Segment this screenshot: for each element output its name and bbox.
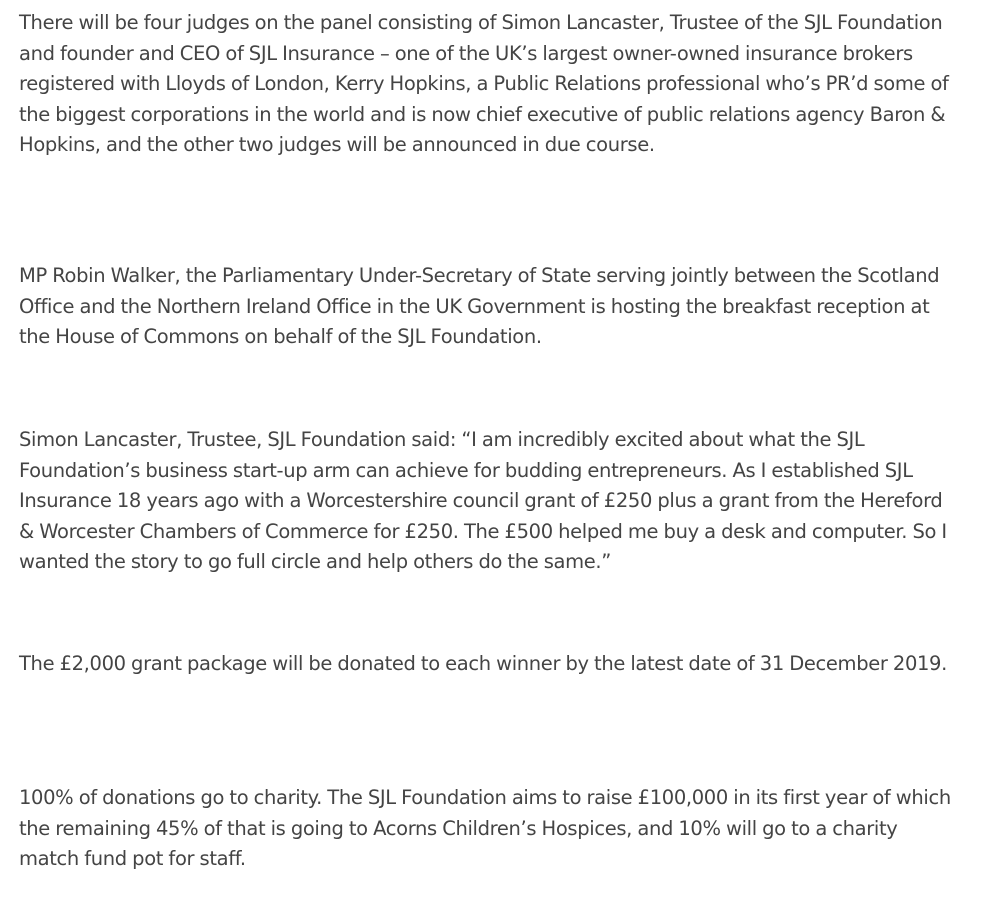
paragraph-donations: 100% of donations go to charity. The SJL Foundation aims to raise £100,000 in its first year of which the remaining 45% of that is going to Acorns Children’s Hospices, and 10% will go to a charity match fund pot for staff. xyxy=(19,786,951,870)
paragraph-judges-panel: There will be four judges on the panel consisting of Simon Lancaster, Trustee of the SJL Foundation and founder and CEO of SJL Insurance – one of the UK’s largest owner-owned insurance brokers registered with Lloyds of London, Kerry Hopkins, a Public Relations professional who’s PR’d some of the biggest corporations in the world and is now chief executive of public relations agency Baron & Hopkins, and the other two judges will be announced in due course. xyxy=(19,11,949,156)
paragraph-simon-lancaster-quote: Simon Lancaster, Trustee, SJL Foundation said: “I am incredibly excited about what the SJL Foundation’s business start-up arm can achieve for budding entrepreneurs. As I established SJL Insurance 18 years ago with a Worcestershire council grant of £250 plus a grant from the Hereford & Worcester Chambers of Commerce for £250. The £500 helped me buy a desk and computer. So I wanted the story to go full circle and help others do the same.” xyxy=(19,428,947,573)
paragraph-mp-robin-walker: MP Robin Walker, the Parliamentary Under-Secretary of State serving jointly between the Scotland Office and the Northern Ireland Office in the UK Government is hosting the breakfast reception at the House of Commons on behalf of the SJL Foundation. xyxy=(19,264,940,348)
paragraph-grant-package: The £2,000 grant package will be donated to each winner by the latest date of 31 December 2019. xyxy=(19,652,947,675)
